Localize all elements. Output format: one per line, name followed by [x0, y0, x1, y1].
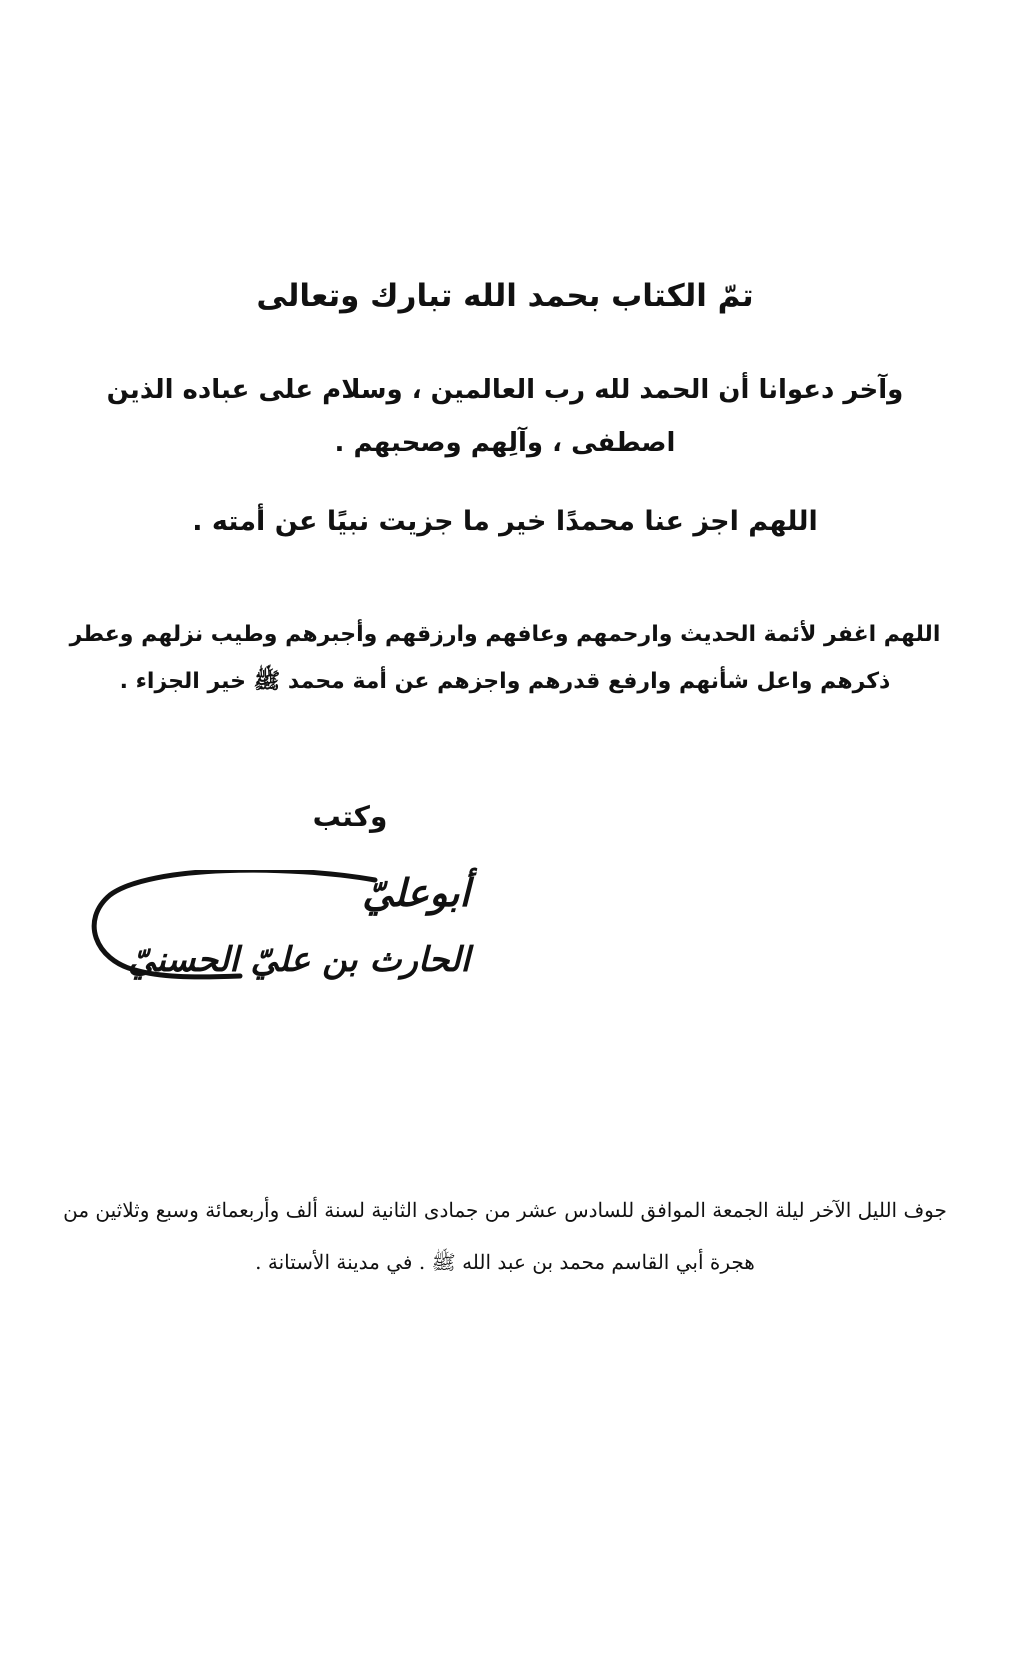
closing-prayer-line-1: وآخر دعوانا أن الحمد لله رب العالمين ، وسلام على عباده الذين: [106, 375, 904, 405]
prayer-for-imams-line-2: ذكرهم واعل شأنهم وارفع قدرهم واجزهم عن أمة محمد ﷺ خير الجزاء .: [119, 669, 891, 694]
prayer-for-imams-line-1: اللهم اغفر لأئمة الحديث وارحمهم وعافهم وارزقهم وأجبرهم وطيب نزلهم وعطر: [69, 622, 941, 647]
signature-line-1: أبوعليّ: [362, 870, 470, 915]
signature-line-2: الحارث بن عليّ الحسنيّ: [128, 940, 470, 980]
date-line-2: هجرة أبي القاسم محمد بن عبد الله ﷺ . في مدينة الأستانة .: [255, 1250, 755, 1274]
prayer-for-prophet: اللهم اجز عنا محمدًا خير ما جزيت نبيًا عن أمته .: [192, 506, 818, 537]
author-signature: [90, 870, 490, 1030]
document-title: تمّ الكتاب بحمد الله تبارك وتعالى: [256, 278, 754, 314]
date-line-1: جوف الليل الآخر ليلة الجمعة الموافق للسادس عشر من جمادى الثانية لسنة ألف وأربعمائة وسبع وثلاثين من: [63, 1198, 947, 1222]
wrote-label: وكتب: [312, 800, 388, 833]
closing-prayer-line-2: اصطفى ، وآلِهم وصحبهم .: [334, 428, 676, 458]
